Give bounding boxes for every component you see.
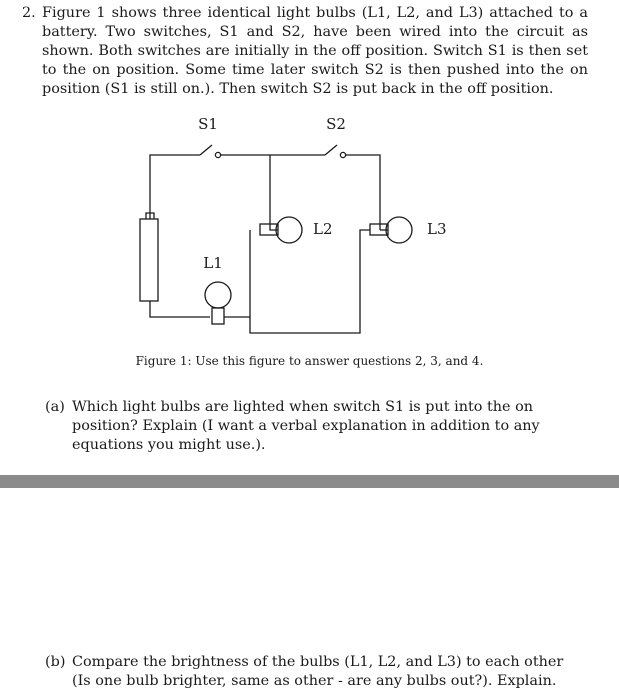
label-l2: L2 bbox=[313, 220, 333, 238]
circuit-diagram bbox=[130, 105, 470, 345]
part-a-text: Which light bulbs are lighted when switch S1 is put into the on position? Explain (I want a verbal explanation in addition to any equations you might use.). bbox=[72, 399, 540, 453]
label-s1: S1 bbox=[198, 115, 218, 133]
switch-s2-contact bbox=[340, 152, 345, 157]
wire-battery-l1 bbox=[150, 301, 210, 317]
bulb-l2-glass bbox=[276, 217, 302, 243]
bulb-l1-base bbox=[212, 308, 224, 324]
part-a-label: (a) bbox=[45, 399, 65, 415]
label-s2: S2 bbox=[326, 115, 346, 133]
bulb-l3-glass bbox=[386, 217, 412, 243]
wire-l2-drop bbox=[270, 155, 278, 230]
switch-s1-contact bbox=[215, 152, 220, 157]
part-b-text: Compare the brightness of the bulbs (L1, L2, and L3) to each other (Is one bulb brighter, same as other - are any bulbs out?). Explain. bbox=[72, 654, 564, 689]
label-l3: L3 bbox=[427, 220, 447, 238]
part-b-label: (b) bbox=[45, 654, 66, 670]
wire-l2-return bbox=[250, 230, 370, 333]
switch-s2-lever bbox=[325, 145, 337, 155]
wire-top-left bbox=[150, 155, 200, 229]
bulb-l1-glass bbox=[205, 282, 231, 308]
question-part-b bbox=[45, 653, 585, 691]
wire-top-right bbox=[346, 155, 380, 230]
problem-number: 2. bbox=[22, 5, 36, 21]
circuit-figure bbox=[130, 105, 470, 345]
label-l1: L1 bbox=[203, 254, 223, 272]
problem-2 bbox=[22, 4, 588, 99]
switch-s1-lever bbox=[200, 145, 212, 155]
question-part-a bbox=[45, 398, 585, 455]
page-divider bbox=[0, 475, 619, 488]
battery-body bbox=[140, 219, 158, 301]
figure-caption: Figure 1: Use this figure to answer questions 2, 3, and 4. bbox=[135, 354, 484, 368]
problem-statement: Figure 1 shows three identical light bulbs (L1, L2, and L3) attached to a battery. Two switches, S1 and S2, have been wired into the circuit as shown. Both switches are initially in the off position. Switch S1 is then set to the on position. Some time later switch S2 is then pushed into the on position (S1 is still on.). Then switch S2 is put back in the off position. bbox=[42, 5, 588, 97]
